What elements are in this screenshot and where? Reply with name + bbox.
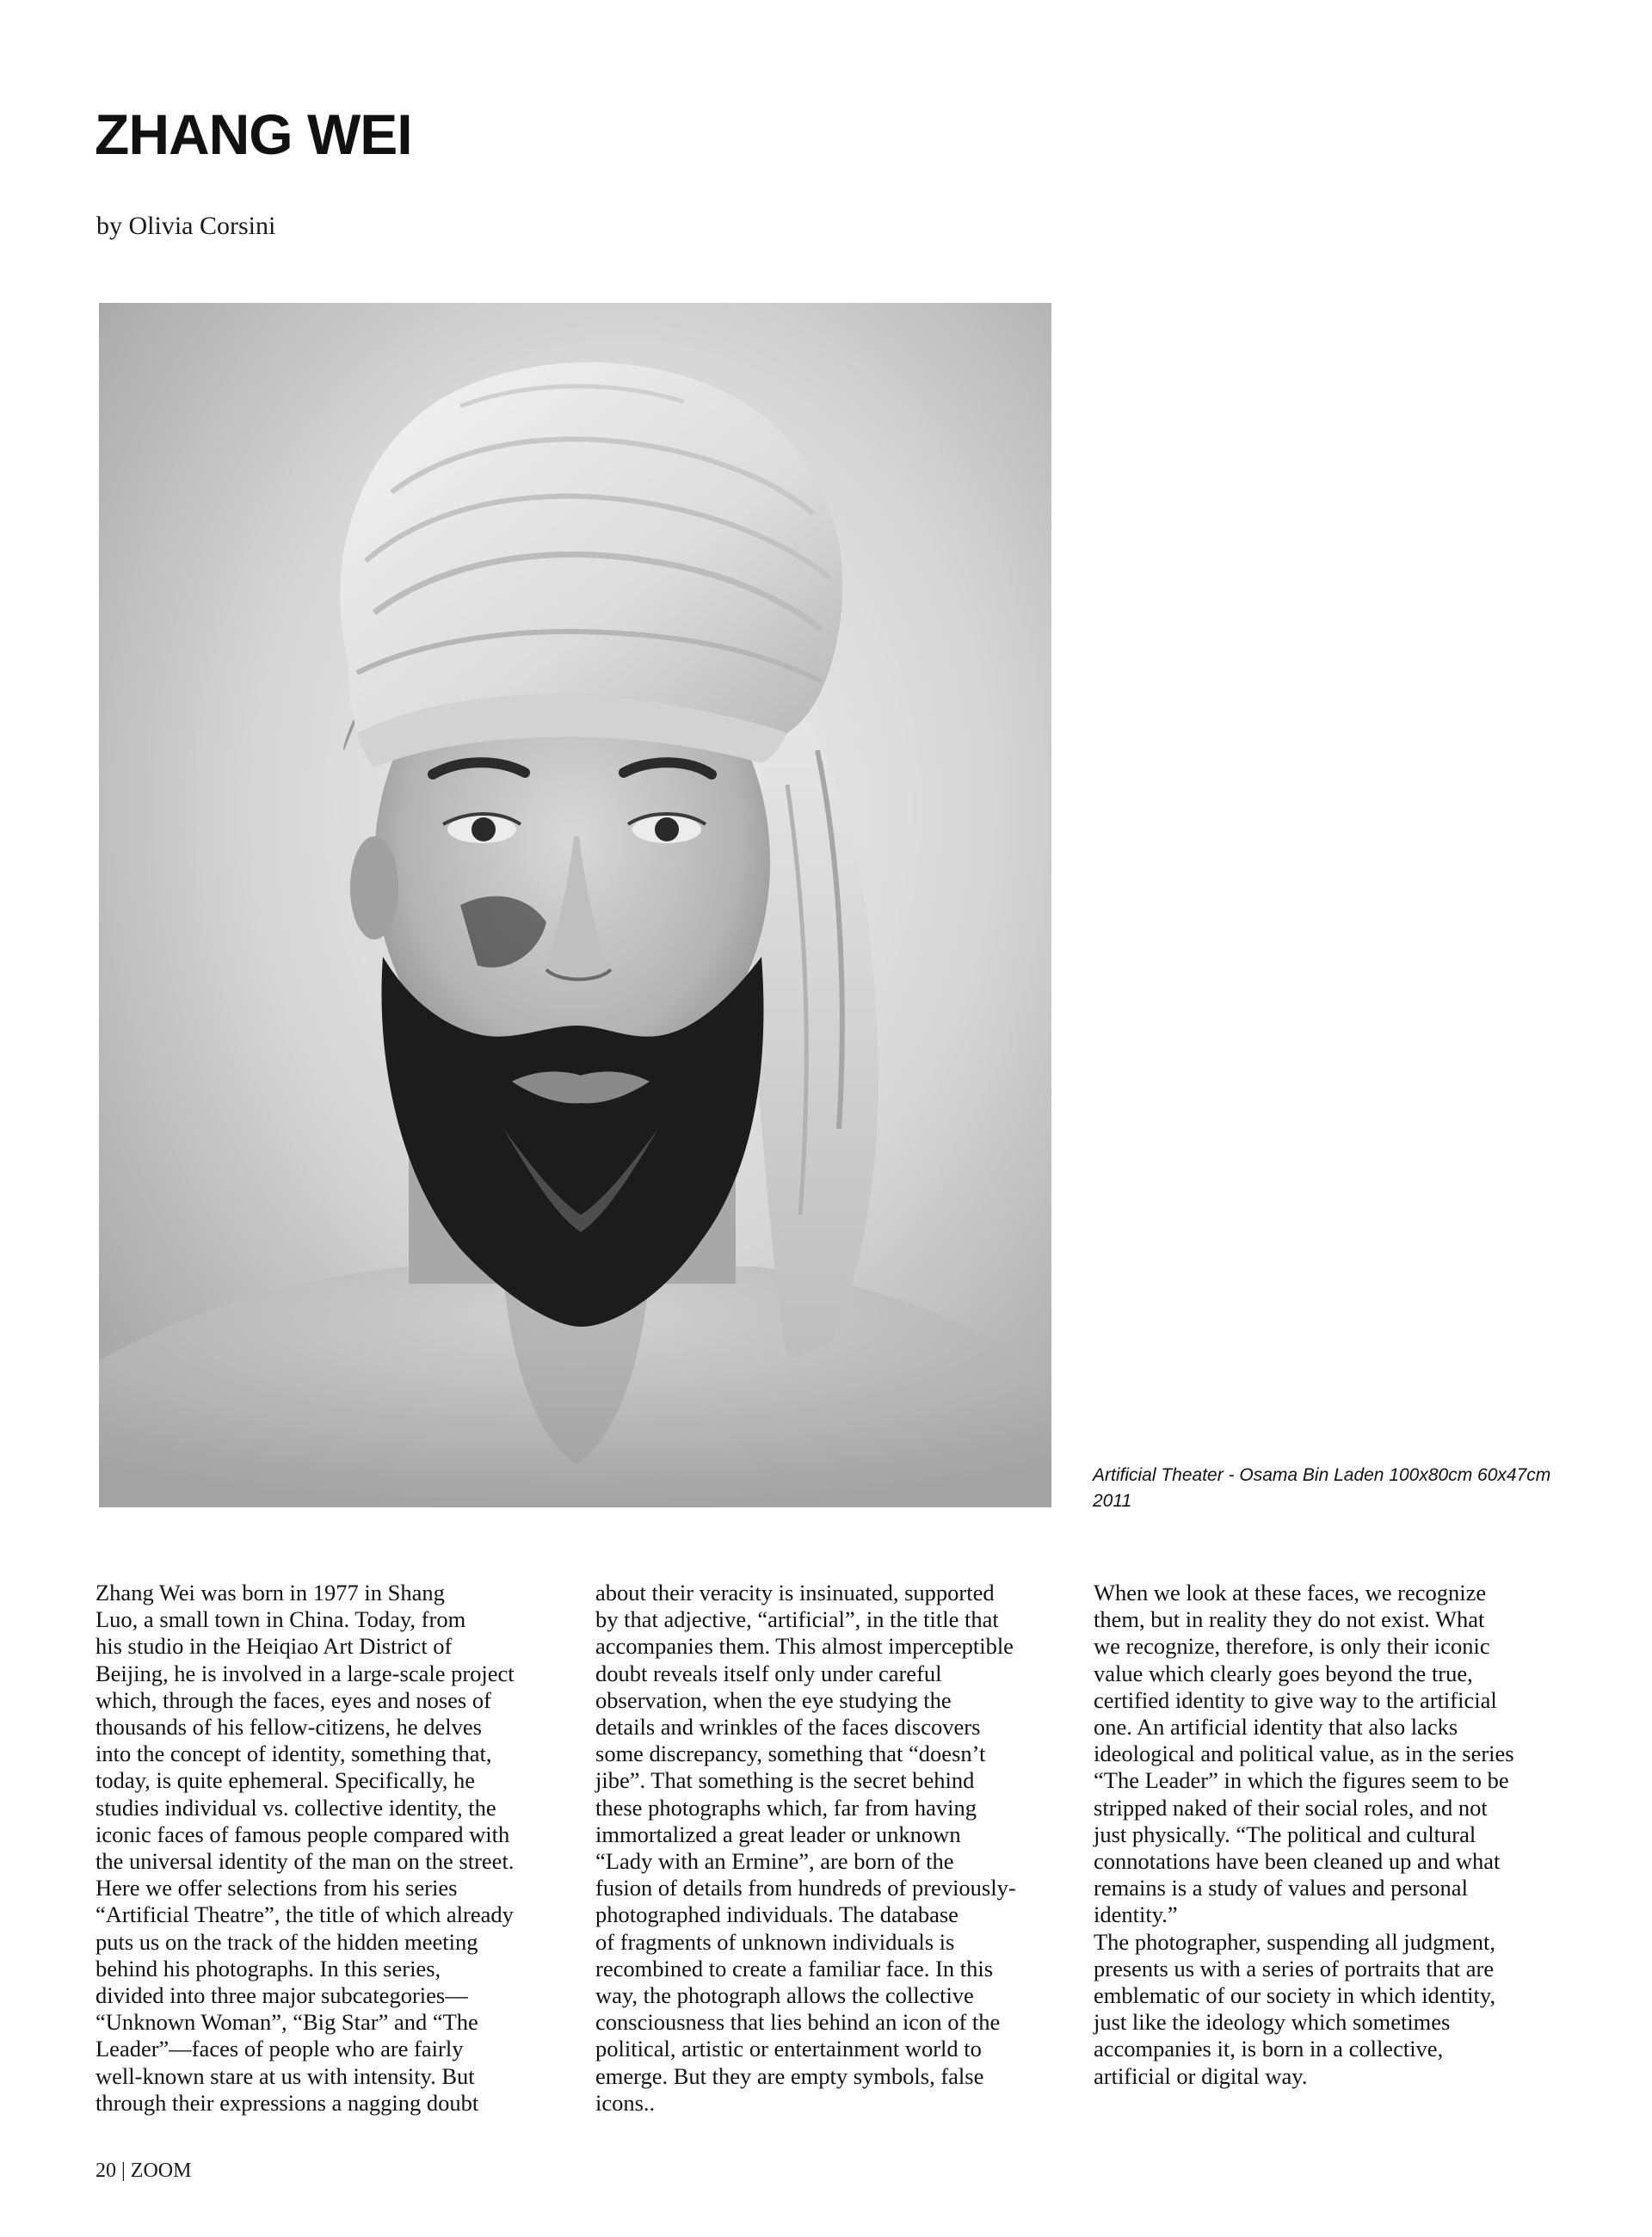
- photo-caption: Artificial Theater - Osama Bin Laden 100x80cm 60x47cm 2011: [1093, 1465, 1551, 1511]
- article-title: ZHANG WEI: [95, 102, 412, 166]
- article-column-1: Zhang Wei was born in 1977 in Shang Luo, a small town in China. Today, from his studio in the Heiqiao Art District of Beijing, he is involved in a large-scale project which, through the faces, eyes and noses of thousands of his fellow-citizens, he delves into the concept of identity, something that, today, is quite ephemeral. Specifically, he studies individual vs. collective identity, the iconic faces of famous people compared with the universal identity of the man on the street. Here we offer selections from his series “Artificial Theatre”, the title of which already puts us on the track of the hidden meeting behind his photographs. In this series, divided into three major subcategories— “Unknown Woman”, “Big Star” and “The Leader”—faces of people who are fairly well-known stare at us with intensity. But through their expressions a nagging doubt: [96, 1580, 515, 2116]
- article-byline: by Olivia Corsini: [96, 212, 276, 240]
- article-column-3: When we look at these faces, we recognize them, but in reality they do not exist. What we recognize, therefore, is only their iconic value which clearly goes beyond the true, certified identity to give way to the artificial one. An artificial identity that also lacks ideological and political value, as in the series “The Leader” in which the figures seem to be stripped naked of their social roles, and not just physically. “The political and cultural connotations have been cleaned up and what remains is a study of values and personal identity.” The photographer, suspending all judgment, presents us with a series of portraits that are emblematic of our society in which identity, just like the ideology which sometimes accompanies it, is born in a collective, artificial or digital way.: [1094, 1580, 1514, 2089]
- article-column-2: about their veracity is insinuated, supported by that adjective, “artificial”, in the title that accompanies them. This almost imperceptible doubt reveals itself only under careful observation, when the eye studying the details and wrinkles of the faces discovers some discrepancy, something that “doesn’t jibe”. That something is the secret behind these photographs which, far from having immortalized a great leader or unknown “Lady with an Ermine”, are born of the fusion of details from hundreds of previously- photographed individuals. The database of fragments of unknown individuals is recombined to create a familiar face. In this way, the photograph allows the collective consciousness that lies behind an icon of the political, artistic or entertainment world to emerge. But they are empty symbols, false icons..: [595, 1580, 1016, 2116]
- portrait-photo: [99, 303, 1051, 1507]
- page-footer: 20 | ZOOM: [96, 2160, 192, 2182]
